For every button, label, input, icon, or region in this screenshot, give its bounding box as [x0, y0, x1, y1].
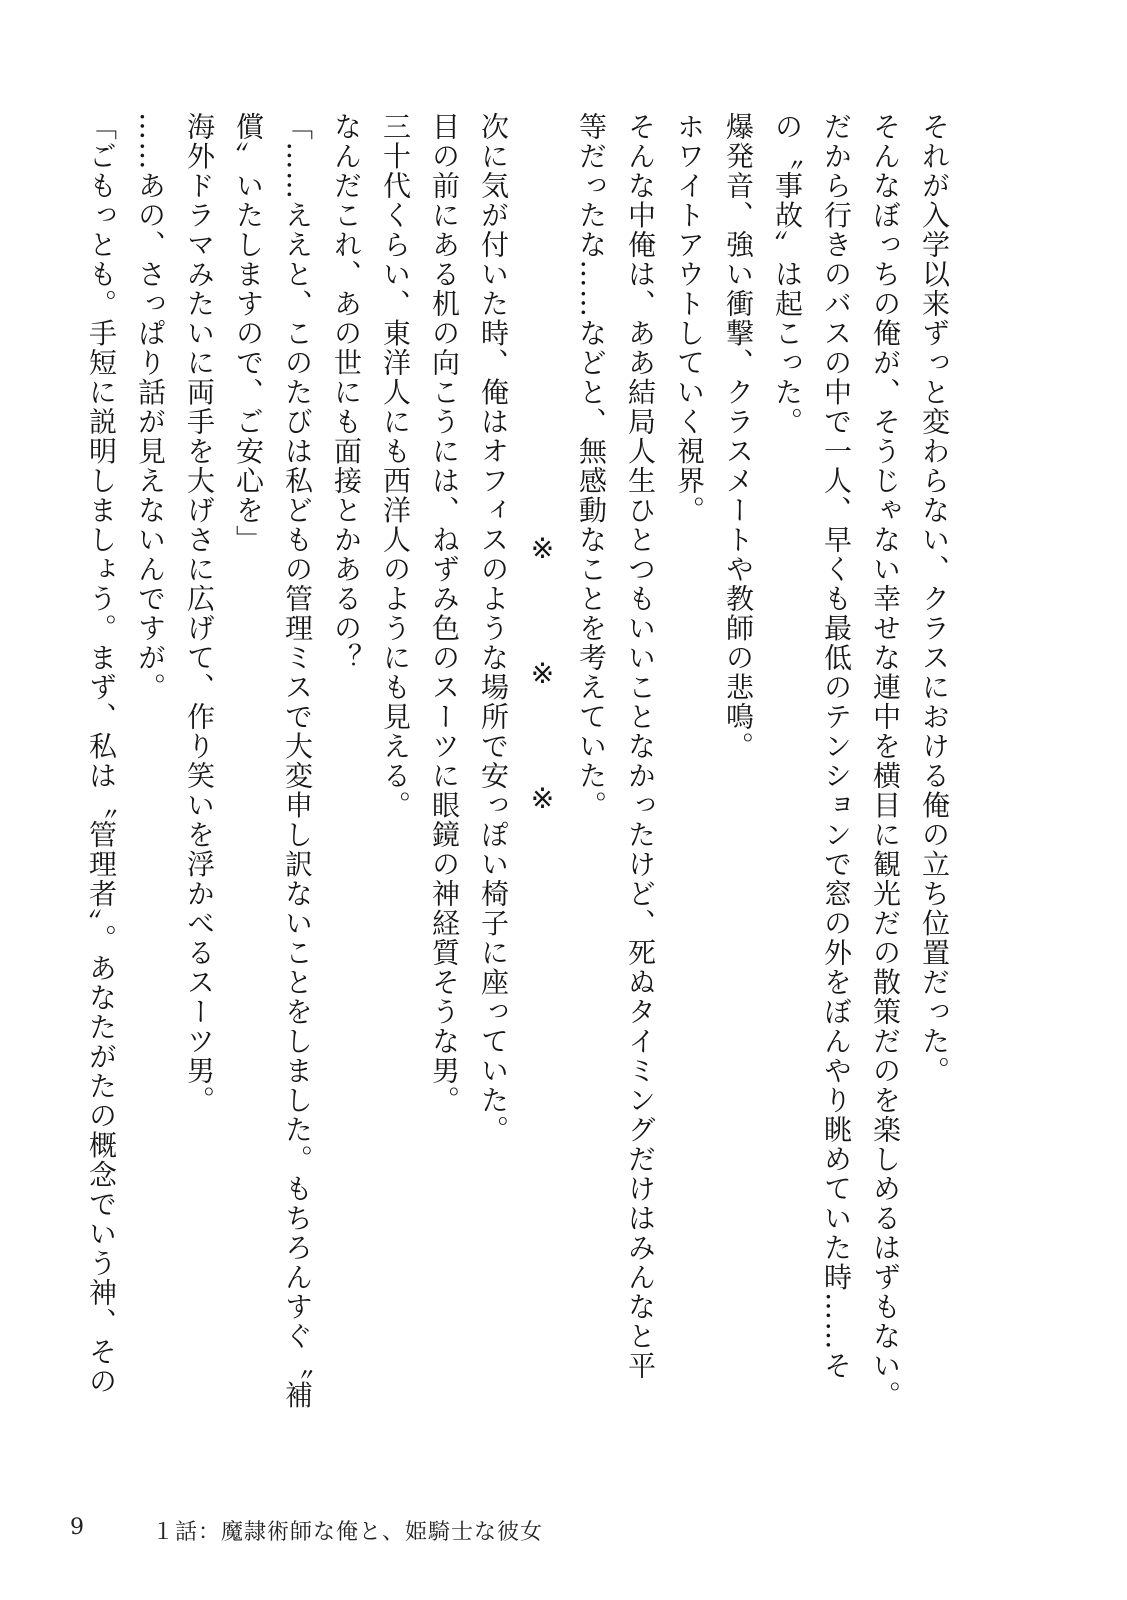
text-line: 「……ええと、このたびは私どもの管理ミスで大変申し訳ないことをしました。もちろんすぐ〝補: [281, 112, 314, 1410]
text-line: 償〟いたしますので、ご安心を」: [232, 112, 265, 555]
text-line: 海外ドラマみたいに両手を大げさに広げて、作り笑いを浮かべるスーツ男。: [183, 112, 216, 1115]
text-line: ホワイトアウトしていく視界。: [673, 112, 706, 525]
text-line: の〝事故〟は起こった。: [771, 112, 804, 437]
text-line: 等だったな……などと、無感動なことを考えていた。: [575, 112, 608, 820]
text-line: だから行きのバスの中で一人、早くも最低のテンションで窓の外をぼんやり眺めていた時……そ: [820, 112, 853, 1381]
page-number: 9: [70, 1515, 84, 1540]
text-line: そんな中俺は、ああ結局人生ひとつもいいことなかったけど、死ぬタイミングだけはみんなと平: [624, 112, 657, 1381]
vertical-text-body: [85, 112, 959, 1410]
text-line: 三十代くらい、東洋人にも西洋人のようにも見える。: [379, 112, 412, 820]
text-line: 目の前にある机の向こうには、ねずみ色のスーツに眼鏡の神経質そうな男。: [428, 112, 461, 1115]
section-separator: ※ ※ ※: [526, 532, 559, 847]
text-line: 次に気が付いた時、俺はオフィスのような場所で安っぽい椅子に座っていた。: [477, 112, 510, 1145]
chapter-title: １話：魔隷術師な俺と、姫騎士な彼女: [152, 1520, 544, 1545]
text-line: なんだこれ、あの世にも面接とかあるの？: [330, 112, 363, 673]
text-line: それが入学以来ずっと変わらない、クラスにおける俺の立ち位置だった。: [918, 112, 951, 1086]
text-line: そんなぼっちの俺が、そうじゃない幸せな連中を横目に観光だの散策だのを楽しめるはずもない。: [869, 112, 902, 1410]
text-line: ……あの、さっぱり話が見えないんですが。: [134, 112, 167, 702]
text-line: 爆発音、強い衝撃、クラスメートや教師の悲鳴。: [722, 112, 755, 761]
text-line: 「ごもっとも。手短に説明しましょう。まず、私は〝管理者〟。あなたがたの概念でいう神、その: [85, 112, 118, 1396]
